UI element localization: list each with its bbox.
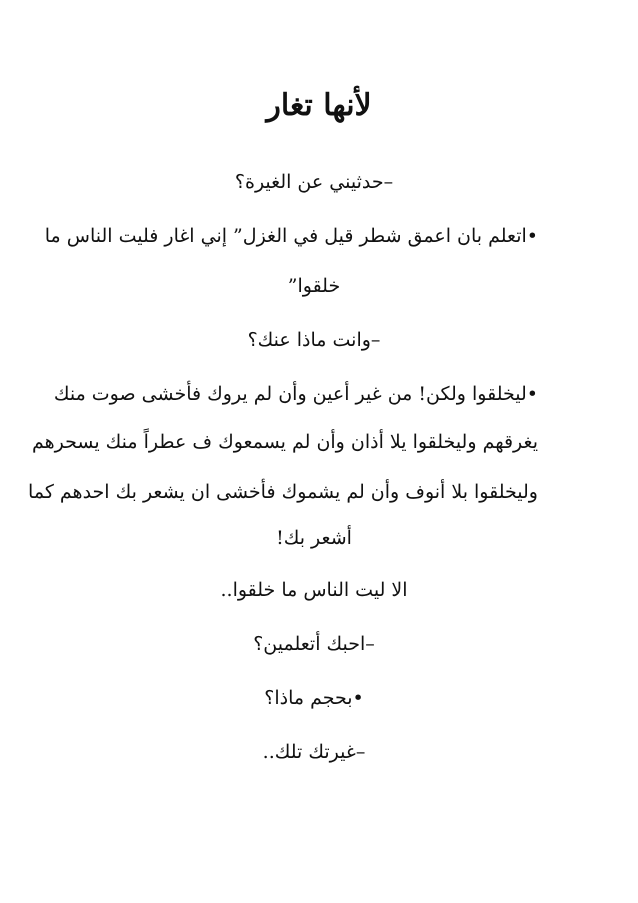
text-line-3: خلقوا” xyxy=(287,275,341,297)
text-line-12: –غيرتك تلك.. xyxy=(262,741,366,763)
text-line-1: –حدثيني عن الغيرة؟ xyxy=(234,171,394,193)
text-line-4: –وانت ماذا عنك؟ xyxy=(247,329,381,351)
text-line-9: الا ليت الناس ما خلقوا.. xyxy=(220,579,408,601)
text-line-6: يغرقهم وليخلقوا يلا أذان وأن لم يسمعوك ف عطراً منك يسحرهم xyxy=(31,431,538,453)
text-line-10: –احبك أتعلمين؟ xyxy=(253,633,375,655)
text-line-8: أشعر بك! xyxy=(276,527,352,549)
page-title: لأنها تغار xyxy=(266,88,372,123)
text-line-5: •ليخلقوا ولكن! من غير أعين وأن لم يروك فأخشى صوت منك xyxy=(53,383,538,405)
text-line-2: •اتعلم بان اعمق شطر قيل في الغزل” إني اغار فليت الناس ما xyxy=(44,225,538,247)
text-line-7: وليخلقوا بلا أنوف وأن لم يشموك فأخشى ان يشعر بك احدهم كما xyxy=(28,481,538,503)
text-line-11: •بحجم ماذا؟ xyxy=(264,687,364,709)
